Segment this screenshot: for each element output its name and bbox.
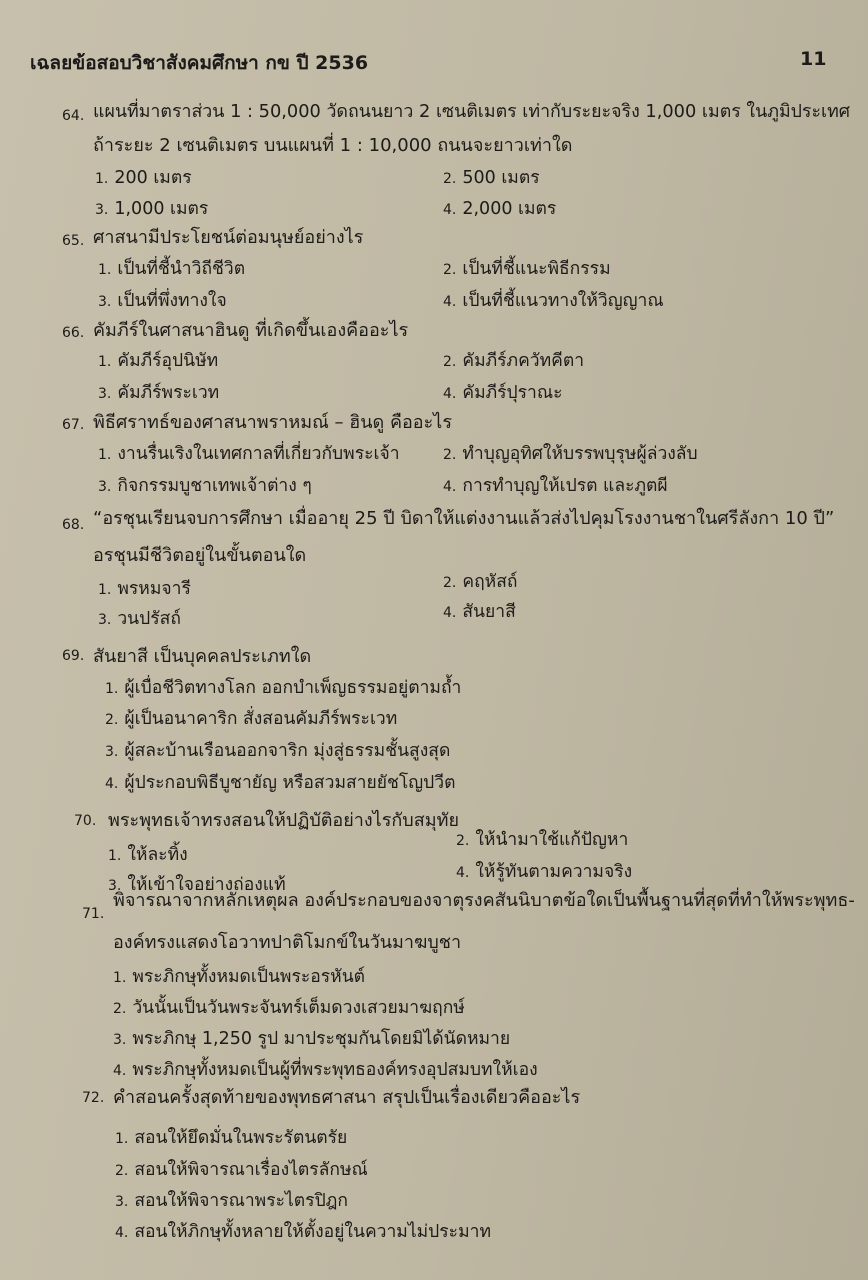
option-text: ผู้เบื่อชีวิตทางโลก ออกบำเพ็ญธรรมอยู่ตามถ้ำ — [124, 678, 462, 698]
option-number: 1. — [105, 681, 119, 697]
option-text: วันนั้นเป็นวันพระจันทร์เต็มดวงเสวยมาฆฤกษ์ — [132, 998, 465, 1018]
answer-option — [105, 673, 461, 701]
option-text: ผู้เป็นอนาคาริก สั่งสอนคัมภีร์พระเวท — [124, 709, 398, 729]
answer-option — [443, 378, 563, 406]
answer-option — [443, 439, 698, 467]
option-number: 2. — [443, 447, 457, 463]
option-text: ผู้ประกอบพิธีบูชายัญ หรือสวมสายยัชโญปวีต — [124, 773, 456, 793]
option-text: พระภิกษุทั้งหมดเป็นพระอรหันต์ — [132, 967, 366, 987]
answer-option — [98, 574, 191, 602]
question-number: 64. — [62, 108, 85, 124]
option-number: 2. — [443, 171, 457, 187]
option-text: วนปรัสถ์ — [117, 609, 181, 629]
option-number: 1. — [115, 1131, 129, 1147]
page-header-title: เฉลยข้อสอบวิชาสังคมศึกษา กข ปี 2536 — [30, 52, 369, 74]
question-text: คัมภีร์ในศาสนาฮินดู ที่เกิดขึ้นเองคืออะไร — [93, 320, 409, 341]
option-text: สอนให้พิจารณาเรื่องไตรลักษณ์ — [134, 1160, 368, 1180]
option-text: 1,000 เมตร — [114, 199, 209, 219]
answer-option — [98, 604, 181, 632]
question-text: สันยาสี เป็นบุคคลประเภทใด — [93, 646, 312, 667]
option-number: 1. — [98, 262, 112, 278]
answer-option — [115, 1155, 368, 1183]
option-text: 500 เมตร — [462, 168, 540, 188]
option-text: ผู้สละบ้านเรือนออกจาริก มุ่งสู่ธรรมชั้นสูงสุด — [124, 741, 451, 761]
question-number: 65. — [62, 233, 85, 249]
option-number: 2. — [443, 354, 457, 370]
option-text: คัมภีร์พระเวท — [117, 383, 220, 403]
option-text: ให้เข้าใจอย่างถ่องแท้ — [127, 875, 286, 895]
option-number: 3. — [108, 878, 122, 894]
answer-option — [113, 993, 465, 1021]
option-number: 4. — [443, 479, 457, 495]
question-number: 71. — [82, 906, 105, 922]
option-text: เป็นที่ชี้แนะพิธีกรรม — [462, 259, 611, 279]
question-text: องค์ทรงแสดงโอวาทปาติโมกข์ในวันมาฆบูชา — [113, 932, 462, 953]
answer-option — [443, 286, 664, 314]
option-number: 3. — [98, 612, 112, 628]
option-number: 3. — [95, 202, 109, 218]
option-text: กิจกรรมบูชาเทพเจ้าต่าง ๆ — [117, 476, 312, 496]
answer-option — [98, 346, 218, 374]
option-text: สอนให้พิจารณาพระไตรปิฎก — [134, 1191, 349, 1211]
option-number: 2. — [113, 1001, 127, 1017]
option-text: งานรื่นเริงในเทศกาลที่เกี่ยวกับพระเจ้า — [117, 444, 400, 464]
option-number: 1. — [108, 848, 122, 864]
question-number: 69. — [62, 648, 85, 664]
option-number: 3. — [115, 1194, 129, 1210]
option-text: สันยาสี — [462, 602, 516, 622]
page-number: 11 — [800, 48, 827, 70]
question-text: ศาสนามีประโยชน์ต่อมนุษย์อย่างไร — [93, 227, 364, 248]
question-text: พระพุทธเจ้าทรงสอนให้ปฏิบัติอย่างไรกับสมุทัย — [108, 810, 459, 831]
option-text: เป็นที่ชี้แนวทางให้วิญญาณ — [462, 291, 664, 311]
answer-option — [115, 1186, 348, 1214]
answer-option — [115, 1123, 347, 1151]
option-number: 2. — [443, 262, 457, 278]
question-text: แผนที่มาตราส่วน 1 : 50,000 วัดถนนยาว 2 เซนติเมตร เท่ากับระยะจริง 1,000 เมตร ในภูมิประเทศ — [93, 102, 851, 122]
question-number: 66. — [62, 325, 85, 341]
option-text: การทำบุญให้เปรต และภูตผี — [462, 476, 668, 496]
option-number: 4. — [456, 865, 470, 881]
question-text: อรชุนมีชีวิตอยู่ในขั้นตอนใด — [93, 545, 307, 566]
option-number: 3. — [98, 386, 112, 402]
option-text: ให้ละทิ้ง — [127, 845, 188, 865]
answer-option — [113, 962, 365, 990]
option-number: 4. — [115, 1225, 129, 1241]
answer-option — [108, 840, 188, 868]
question-text: คำสอนครั้งสุดท้ายของพุทธศาสนา สรุปเป็นเรื่องเดียวคืออะไร — [113, 1087, 581, 1108]
option-text: 200 เมตร — [114, 168, 192, 188]
option-text: ให้นำมาใช้แก้ปัญหา — [475, 830, 629, 850]
answer-option — [443, 597, 516, 625]
option-number: 1. — [98, 354, 112, 370]
answer-option — [456, 825, 628, 853]
question-text: พิจารณาจากหลักเหตุผล องค์ประกอบของจาตุรงคสันนิบาตข้อใดเป็นพื้นฐานที่สุดที่ทำให้พระพุทธ- — [113, 890, 855, 911]
option-text: คัมภีร์อุปนิษัท — [117, 351, 219, 371]
answer-option — [443, 194, 556, 222]
option-number: 1. — [113, 970, 127, 986]
answer-option — [98, 378, 219, 406]
option-number: 4. — [443, 202, 457, 218]
answer-option — [98, 439, 400, 467]
answer-option — [105, 704, 397, 732]
answer-option — [105, 768, 455, 796]
option-text: พระภิกษุทั้งหมดเป็นผู้ที่พระพุทธองค์ทรงอุปสมบทให้เอง — [132, 1060, 538, 1080]
answer-option — [98, 254, 245, 282]
option-number: 3. — [105, 744, 119, 760]
option-text: ให้รู้ทันตามความจริง — [475, 862, 633, 882]
answer-option — [113, 1024, 510, 1052]
question-text: ถ้าระยะ 2 เซนติเมตร บนแผนที่ 1 : 10,000 ถนนจะยาวเท่าใด — [93, 135, 573, 156]
answer-option — [95, 194, 208, 222]
answer-option — [443, 471, 668, 499]
option-number: 2. — [115, 1163, 129, 1179]
option-text: 2,000 เมตร — [462, 199, 557, 219]
option-text: คัมภีร์ภควัทคีตา — [462, 351, 585, 371]
answer-option — [443, 163, 540, 191]
option-number: 2. — [456, 833, 470, 849]
option-number: 1. — [95, 171, 109, 187]
option-text: สอนให้ยึดมั่นในพระรัตนตรัย — [134, 1128, 348, 1148]
question-number: 72. — [82, 1090, 105, 1106]
option-number: 4. — [443, 386, 457, 402]
option-number: 4. — [113, 1063, 127, 1079]
question-number: 70. — [74, 813, 97, 829]
answer-option — [443, 346, 584, 374]
question-text: พิธีศราทธ์ของศาสนาพราหมณ์ – ฮินดู คืออะไร — [93, 412, 453, 433]
answer-option — [98, 286, 227, 314]
option-number: 1. — [98, 447, 112, 463]
question-number: 67. — [62, 417, 85, 433]
answer-option — [98, 471, 312, 499]
answer-option — [456, 857, 632, 885]
option-text: สอนให้ภิกษุทั้งหลายให้ตั้งอยู่ในความไม่ประมาท — [134, 1222, 491, 1242]
option-number: 2. — [105, 712, 119, 728]
question-text: “อรชุนเรียนจบการศึกษา เมื่ออายุ 25 ปี บิดาให้แต่งงานแล้วส่งไปคุมโรงงานชาในศรีลังกา 10 ปี” — [93, 508, 835, 529]
option-text: เป็นที่พึ่งทางใจ — [117, 291, 227, 311]
option-text: เป็นที่ชี้นำวิถีชีวิต — [117, 259, 246, 279]
option-text: ทำบุญอุทิศให้บรรพบุรุษผู้ล่วงลับ — [462, 444, 698, 464]
answer-option — [105, 736, 450, 764]
answer-option — [113, 1055, 538, 1083]
answer-option — [443, 567, 517, 595]
option-number: 3. — [113, 1032, 127, 1048]
option-number: 2. — [443, 575, 457, 591]
option-text: คัมภีร์ปุราณะ — [462, 383, 563, 403]
option-number: 4. — [443, 294, 457, 310]
answer-option — [115, 1217, 491, 1245]
option-number: 4. — [443, 605, 457, 621]
option-number: 3. — [98, 294, 112, 310]
option-number: 3. — [98, 479, 112, 495]
answer-option — [443, 254, 611, 282]
option-text: พระภิกษุ 1,250 รูป มาประชุมกันโดยมิได้นัดหมาย — [132, 1029, 511, 1049]
option-text: พรหมจารี — [117, 579, 191, 599]
answer-option — [95, 163, 192, 191]
option-number: 1. — [98, 582, 112, 598]
question-number: 68. — [62, 517, 85, 533]
option-text: คฤหัสถ์ — [462, 572, 518, 592]
option-number: 4. — [105, 776, 119, 792]
